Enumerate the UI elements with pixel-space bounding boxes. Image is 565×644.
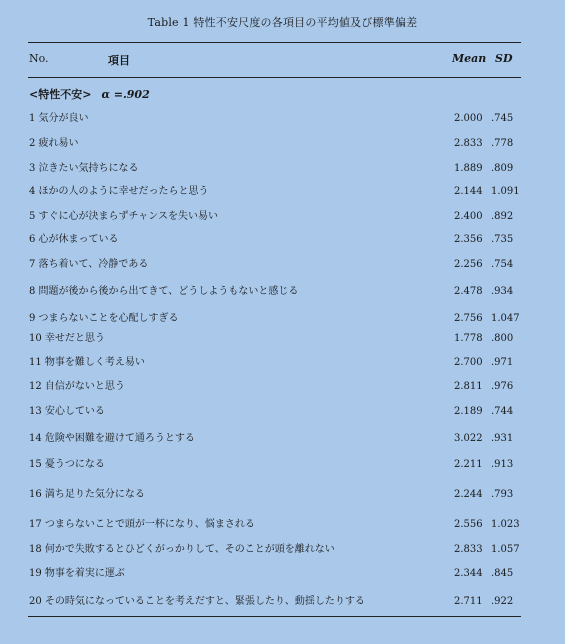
row-mean-value: 2.756	[454, 313, 483, 324]
table-row	[0, 432, 565, 446]
table-row	[0, 405, 565, 419]
row-item-text: 17 つまらないことで頭が一杯になり、悩まされる	[29, 519, 255, 530]
table-row	[0, 312, 565, 326]
row-sd-value: .809	[491, 163, 514, 174]
row-mean-value: 2.000	[454, 113, 483, 124]
table-row	[0, 162, 565, 176]
row-item-text: 2 疲れ易い	[29, 138, 79, 149]
row-sd-value: .744	[491, 406, 514, 417]
row-item-text: 19 物事を着実に運ぶ	[29, 568, 125, 579]
section-alpha: α =.902	[101, 88, 150, 101]
row-item-text: 11 物事を難しく考え易い	[29, 357, 145, 368]
table-row	[0, 518, 565, 532]
row-item-text: 7 落ち着いて、冷静である	[29, 259, 149, 270]
row-mean-value: 2.144	[454, 186, 483, 197]
table-row	[0, 185, 565, 199]
table-row	[0, 332, 565, 346]
row-sd-value: 1.057	[491, 544, 520, 555]
row-mean-value: 2.211	[454, 459, 483, 470]
row-item-text: 4 ほかの人のように幸せだったらと思う	[29, 186, 209, 197]
row-sd-value: .931	[491, 433, 514, 444]
row-item-text: 20 その時気になっていることを考えだすと、緊張したり、動揺したりする	[29, 596, 365, 607]
row-sd-value: 1.023	[491, 519, 520, 530]
row-sd-value: .971	[491, 357, 514, 368]
row-mean-value: 2.833	[454, 544, 483, 555]
row-item-text: 5 すぐに心が決まらずチャンスを失い易い	[29, 211, 218, 222]
row-item-text: 12 自信がないと思う	[29, 381, 125, 392]
table-row	[0, 458, 565, 472]
row-mean-value: 2.711	[454, 596, 483, 607]
row-mean-value: 2.256	[454, 259, 483, 270]
row-mean-value: 2.356	[454, 234, 483, 245]
table-row	[0, 210, 565, 224]
row-item-text: 18 何かで失敗するとひどくがっかりして、そのことが頭を離れない	[29, 544, 335, 555]
table-row	[0, 595, 565, 609]
row-item-text: 8 問題が後から後から出てきて、どうしようもないと感じる	[29, 286, 299, 297]
table-title: Table 1 特性不安尺度の各項目の平均値及び標準偏差	[147, 16, 418, 29]
row-item-text: 1 気分が良い	[29, 113, 89, 124]
table-row	[0, 380, 565, 394]
row-sd-value: 1.047	[491, 313, 520, 324]
table-row	[0, 258, 565, 272]
row-mean-value: 3.022	[454, 433, 483, 444]
table-row	[0, 285, 565, 299]
row-item-text: 3 泣きたい気持ちになる	[29, 163, 139, 174]
header-no: No.	[29, 52, 49, 65]
row-sd-value: 1.091	[491, 186, 520, 197]
row-sd-value: .800	[491, 333, 514, 344]
section-label: <特性不安>	[29, 88, 92, 101]
table-row	[0, 488, 565, 502]
row-mean-value: 1.889	[454, 163, 483, 174]
row-sd-value: .735	[491, 234, 514, 245]
row-item-text: 14 危険や困難を避けて通ろうとする	[29, 433, 195, 444]
row-sd-value: .845	[491, 568, 514, 579]
header-item: 項目	[108, 54, 130, 67]
row-item-text: 15 憂うつになる	[29, 459, 105, 470]
row-mean-value: 2.811	[454, 381, 483, 392]
row-mean-value: 2.478	[454, 286, 483, 297]
row-item-text: 10 幸せだと思う	[29, 333, 105, 344]
row-mean-value: 1.778	[454, 333, 483, 344]
table-row	[0, 567, 565, 581]
row-sd-value: .913	[491, 459, 514, 470]
bottom-rule	[28, 616, 521, 617]
row-sd-value: .976	[491, 381, 514, 392]
table-row	[0, 356, 565, 370]
table-row	[0, 112, 565, 126]
table-row	[0, 233, 565, 247]
table-row	[0, 137, 565, 151]
row-mean-value: 2.189	[454, 406, 483, 417]
row-sd-value: .793	[491, 489, 514, 500]
row-item-text: 16 満ち足りた気分になる	[29, 489, 145, 500]
header-sd: SD	[495, 52, 513, 65]
row-item-text: 6 心が休まっている	[29, 234, 119, 245]
row-sd-value: .745	[491, 113, 514, 124]
row-mean-value: 2.833	[454, 138, 483, 149]
header-mean: Mean	[452, 52, 487, 65]
row-item-text: 13 安心している	[29, 406, 105, 417]
row-sd-value: .754	[491, 259, 514, 270]
row-sd-value: .922	[491, 596, 514, 607]
row-mean-value: 2.400	[454, 211, 483, 222]
row-mean-value: 2.556	[454, 519, 483, 530]
row-item-text: 9 つまらないことを心配しすぎる	[29, 313, 179, 324]
row-sd-value: .892	[491, 211, 514, 222]
row-mean-value: 2.344	[454, 568, 483, 579]
row-mean-value: 2.700	[454, 357, 483, 368]
table-row	[0, 543, 565, 557]
row-sd-value: .778	[491, 138, 514, 149]
row-mean-value: 2.244	[454, 489, 483, 500]
row-sd-value: .934	[491, 286, 514, 297]
